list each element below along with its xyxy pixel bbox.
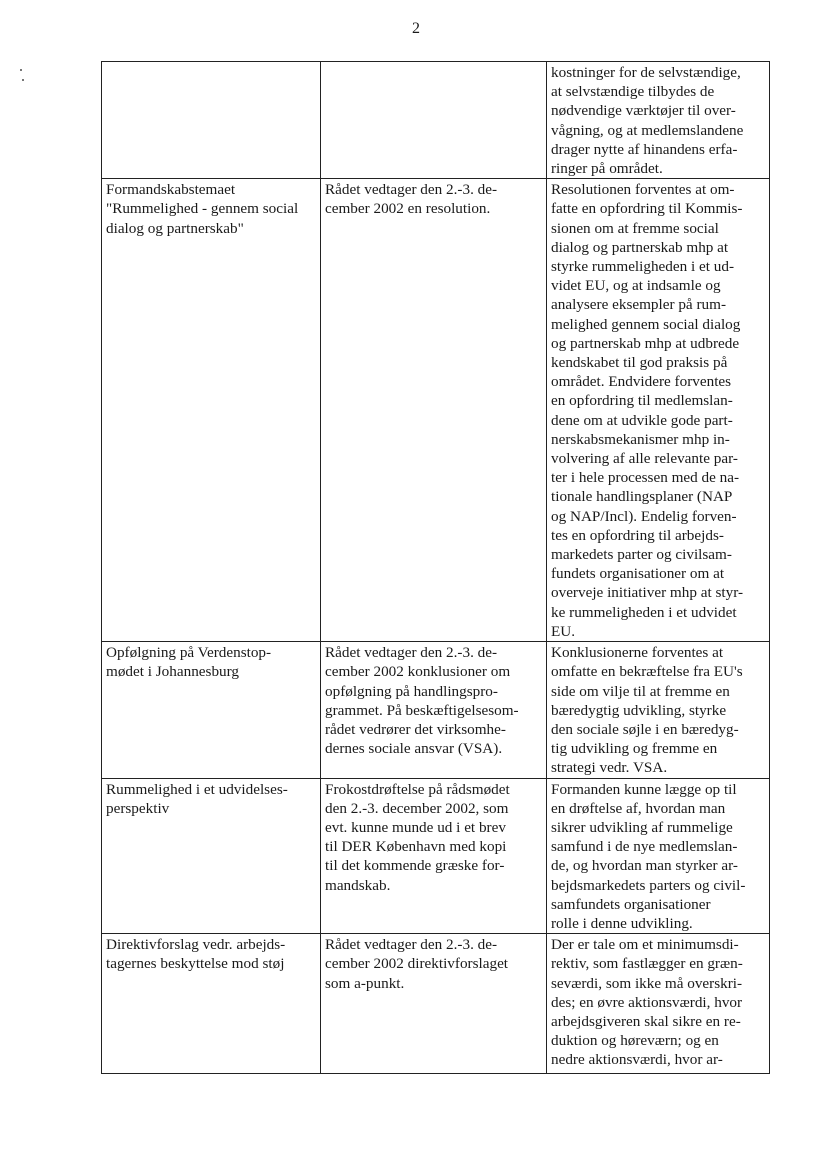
cell-line: vågning, og at medlemslandene: [551, 121, 744, 139]
cell-line: ter i hele processen med de na-: [551, 469, 740, 487]
cell-line: Frokostdrøftelse på rådsmødet: [325, 780, 510, 798]
cell-line: cember 2002 direktivforslaget: [325, 955, 509, 973]
cell-line: samfundets organisationer: [551, 895, 711, 913]
cell-line: rådet vedrører det virksomhe-: [325, 720, 506, 738]
cell-line: kendskabet til god praksis på: [551, 354, 728, 372]
cell-line: til det kommende græske for-: [325, 857, 505, 875]
cell-line: fundets organisationer om at: [551, 565, 725, 583]
cell-line: Rådet vedtager den 2.-3. de-: [325, 644, 498, 662]
cell-line: den 2.-3. december 2002, som: [325, 799, 509, 817]
cell-line: rektiv, som fastlægger en græn-: [551, 955, 743, 973]
agenda-table: [101, 61, 770, 1074]
note-cell: [547, 934, 770, 1074]
cell-line: tagernes beskyttelse mod støj: [106, 955, 285, 973]
cell-line: Rådet vedtager den 2.-3. de-: [325, 181, 498, 199]
cell-line: ringer på området.: [551, 160, 663, 178]
cell-line: markedets parter og civilsam-: [551, 546, 732, 564]
cell-line: melighed gennem social dialog: [551, 315, 741, 333]
action-cell: [321, 62, 547, 179]
action-cell: [321, 642, 547, 778]
cell-line: Opfølgning på Verdenstop-: [106, 644, 272, 662]
table-row: [102, 642, 770, 778]
cell-line: fatte en opfordring til Kommis-: [551, 200, 743, 218]
cell-line: drager nytte af hinandens erfa-: [551, 140, 738, 158]
cell-line: bejdsmarkedets parters og civil-: [551, 876, 746, 894]
cell-line: strategi vedr. VSA.: [551, 759, 668, 777]
topic-cell: [102, 62, 321, 179]
cell-line: omfatte en bekræftelse fra EU's: [551, 663, 743, 681]
cell-line: at selvstændige tilbydes de: [551, 83, 715, 101]
cell-line: kostninger for de selvstændige,: [551, 64, 741, 81]
cell-line: nerskabsmekanismer mhp in-: [551, 430, 730, 448]
cell-line: Rummelighed i et udvidelses-: [106, 780, 288, 798]
cell-line: grammet. På beskæftigelsesom-: [325, 701, 519, 719]
cell-line: tig udvikling og fremme en: [551, 740, 718, 758]
cell-line: duktion og høreværn; og en: [551, 1032, 719, 1050]
cell-line: som a-punkt.: [325, 974, 405, 992]
note-cell: [547, 179, 770, 642]
cell-line: samfund i de nye medlemslan-: [551, 838, 738, 856]
cell-line: perspektiv: [106, 799, 170, 817]
cell-line: og NAP/Incl). Endelig forven-: [551, 507, 737, 525]
cell-line: arbejdsgiveren skal sikre en re-: [551, 1012, 741, 1030]
cell-line: til DER København med kopi: [325, 838, 507, 856]
cell-line: overveje initiativer mhp at styr-: [551, 584, 744, 602]
cell-line: en drøftelse af, hvordan man: [551, 799, 726, 817]
cell-line: Formandskabstemaet: [106, 181, 236, 199]
page-number: 2: [412, 20, 420, 37]
cell-line: nødvendige værktøjer til over-: [551, 102, 736, 120]
cell-line: opfølgning på handlingspro-: [325, 682, 498, 700]
cell-line: cember 2002 en resolution.: [325, 200, 491, 218]
cell-line: de, og hvordan man styrker ar-: [551, 857, 738, 875]
table-row: [102, 778, 770, 934]
cell-line: des; en øvre aktionsværdi, hvor: [551, 993, 743, 1011]
agenda-table-body: [102, 62, 770, 1074]
topic-cell: [102, 179, 321, 642]
table-row: [102, 179, 770, 642]
action-cell: [321, 934, 547, 1074]
action-cell: [321, 778, 547, 934]
cell-line: videt EU, og at indsamle og: [551, 277, 721, 295]
cell-line: cember 2002 konklusioner om: [325, 663, 511, 681]
cell-line: mødet i Johannesburg: [106, 663, 240, 681]
cell-line: og partnerskab mhp at udbrede: [551, 334, 740, 352]
cell-line: en opfordring til medlemslan-: [551, 392, 733, 410]
cell-line: den sociale søjle i en bæredyg-: [551, 720, 739, 738]
table-row: [102, 62, 770, 179]
cell-line: ke rummeligheden i et udvidet: [551, 603, 737, 621]
cell-line: dene om at udvikle gode part-: [551, 411, 733, 429]
cell-line: dialog og partnerskab mhp at: [551, 238, 729, 256]
cell-line: sionen om at fremme social: [551, 219, 719, 237]
cell-line: styrke rummeligheden i et ud-: [551, 258, 735, 276]
topic-cell: [102, 934, 321, 1074]
cell-line: nedre aktionsværdi, hvor ar-: [551, 1051, 723, 1069]
action-cell: [321, 179, 547, 642]
cell-line: dernes sociale ansvar (VSA).: [325, 740, 503, 758]
scan-speck: [22, 79, 24, 81]
cell-line: Resolutionen forventes at om-: [551, 181, 735, 199]
cell-line: området. Endvidere forventes: [551, 373, 732, 391]
cell-line: side om vilje til at fremme en: [551, 682, 730, 700]
cell-line: seværdi, som ikke må overskri-: [551, 974, 743, 992]
cell-line: sikrer udvikling af rummelige: [551, 818, 733, 836]
cell-line: Der er tale om et minimumsdi-: [551, 936, 739, 954]
topic-cell: [102, 778, 321, 934]
cell-line: mandskab.: [325, 876, 391, 894]
scan-speck: [20, 69, 22, 71]
cell-line: dialog og partnerskab": [106, 219, 244, 237]
cell-line: evt. kunne munde ud i et brev: [325, 818, 506, 836]
cell-line: "Rummelighed - gennem social: [106, 200, 299, 218]
cell-line: analysere eksempler på rum-: [551, 296, 726, 314]
cell-line: rolle i denne udvikling.: [551, 914, 693, 932]
note-cell: [547, 62, 770, 179]
cell-line: Rådet vedtager den 2.-3. de-: [325, 936, 498, 954]
cell-line: Formanden kunne lægge op til: [551, 780, 737, 798]
cell-line: volvering af alle relevante par-: [551, 450, 738, 468]
topic-cell: [102, 642, 321, 778]
cell-line: Konklusionerne forventes at: [551, 644, 724, 662]
note-cell: [547, 778, 770, 934]
note-cell: [547, 642, 770, 778]
cell-line: tes en opfordring til arbejds-: [551, 526, 724, 544]
cell-line: EU.: [551, 622, 576, 640]
cell-line: Direktivforslag vedr. arbejds-: [106, 936, 286, 954]
cell-line: bæredygtig udvikling, styrke: [551, 701, 727, 719]
cell-line: tionale handlingsplaner (NAP: [551, 488, 733, 506]
table-row: [102, 934, 770, 1074]
